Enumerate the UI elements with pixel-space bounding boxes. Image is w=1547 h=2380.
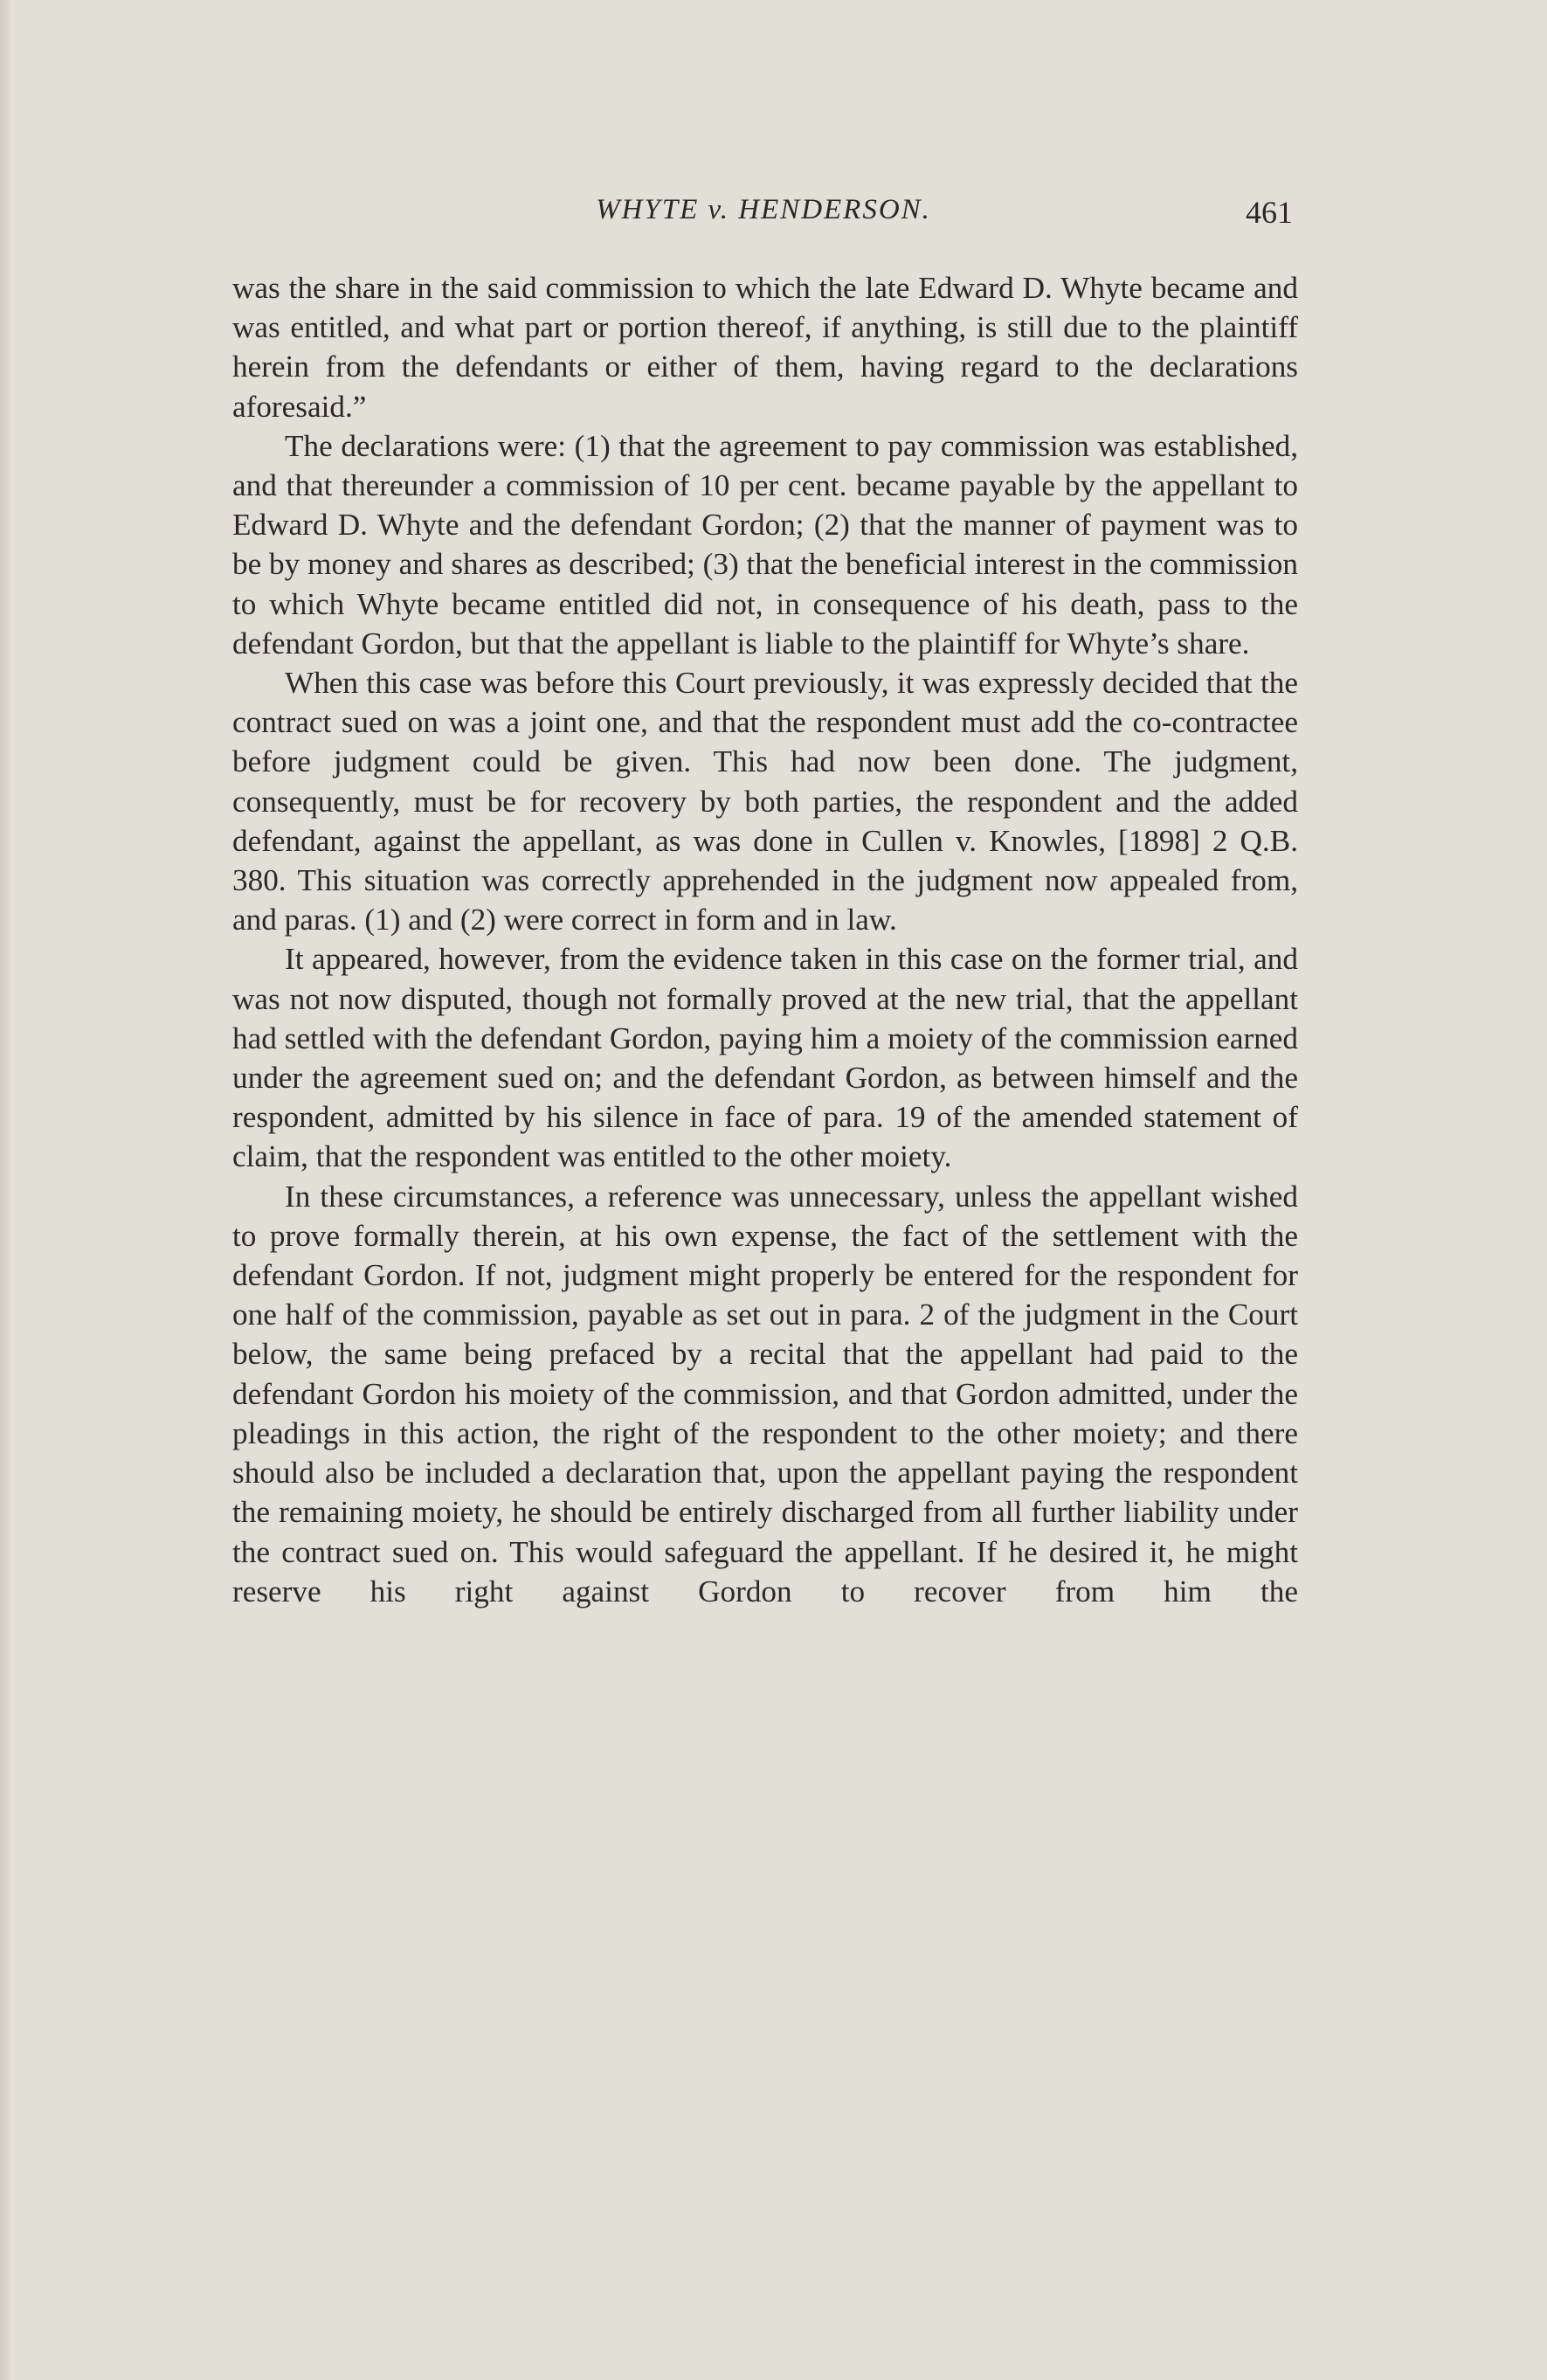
body-text: [232, 268, 1298, 1611]
paragraph: The declarations were: (1) that the agreement to pay commission was established, and that thereunder a commission of 10 per cent. became payable by the appellant to Edward D. Whyte and the defendant Gordon; (2) that the manner of payment was to be by money and shares as described; (3) that the beneficial interest in the commission to which Whyte became entitled did not, in consequence of his death, pass to the defendant Gordon, but that the appellant is liable to the plaintiff for Whyte’s share.: [232, 428, 1298, 661]
paragraph: was the share in the said commission to which the late Edward D. Whyte became and was entitled, and what part or portion thereof, if anything, is still due to the plaintiff herein from the defendants or either of them, having regard to the declarations aforesaid.”: [232, 271, 1298, 424]
paragraph: When this case was before this Court previously, it was expressly decided that the contract sued on was a joint one, and that the respondent must add the co-contractee before judgment could be given. This had now been done. The judgment, consequently, must be for recovery by both parties, the respondent and the added defendant, against the appellant, as was done in Cullen v. Knowles, [1898] 2 Q.B. 380. This situation was correctly apprehended in the judgment now appealed from, and paras. (1) and (2) were correct in form and in law.: [232, 666, 1298, 937]
page-header: [234, 194, 1293, 238]
page-number: 461: [1246, 195, 1293, 230]
paragraph: In these circumstances, a reference was unnecessary, unless the appellant wished to prove formally therein, at his own expense, the fact of the settlement with the defendant Gordon. If not, judgment might properly be entered for the respondent for one half of the commission, payable as set out in para. 2 of the judgment in the Court below, the same being prefaced by a recital that the appellant had paid to the defendant Gordon his moiety of the commission, and that Gordon admitted, under the pleadings in this action, the right of the respondent to the other moiety; and there should also be included a declaration that, upon the appellant paying the respondent the remaining moiety, he should be entirely discharged from all further liability under the contract sued on. This would safeguard the appellant. If he desired it, he might reserve his right against Gordon to recover from him the: [232, 1179, 1298, 1609]
running-title: WHYTE v. HENDERSON.: [596, 194, 931, 225]
paragraph: It appeared, however, from the evidence taken in this case on the former trial, and was not now disputed, though not formally proved at the new trial, that the appellant had settled with the defendant Gordon, paying him a moiety of the commission earned under the agreement sued on; and the defendant Gordon, as between himself and the respondent, admitted by his silence in face of para. 19 of the amended statement of claim, that the respondent was entitled to the other moiety.: [232, 942, 1298, 1174]
page-edge-shadow: [0, 0, 12, 2380]
